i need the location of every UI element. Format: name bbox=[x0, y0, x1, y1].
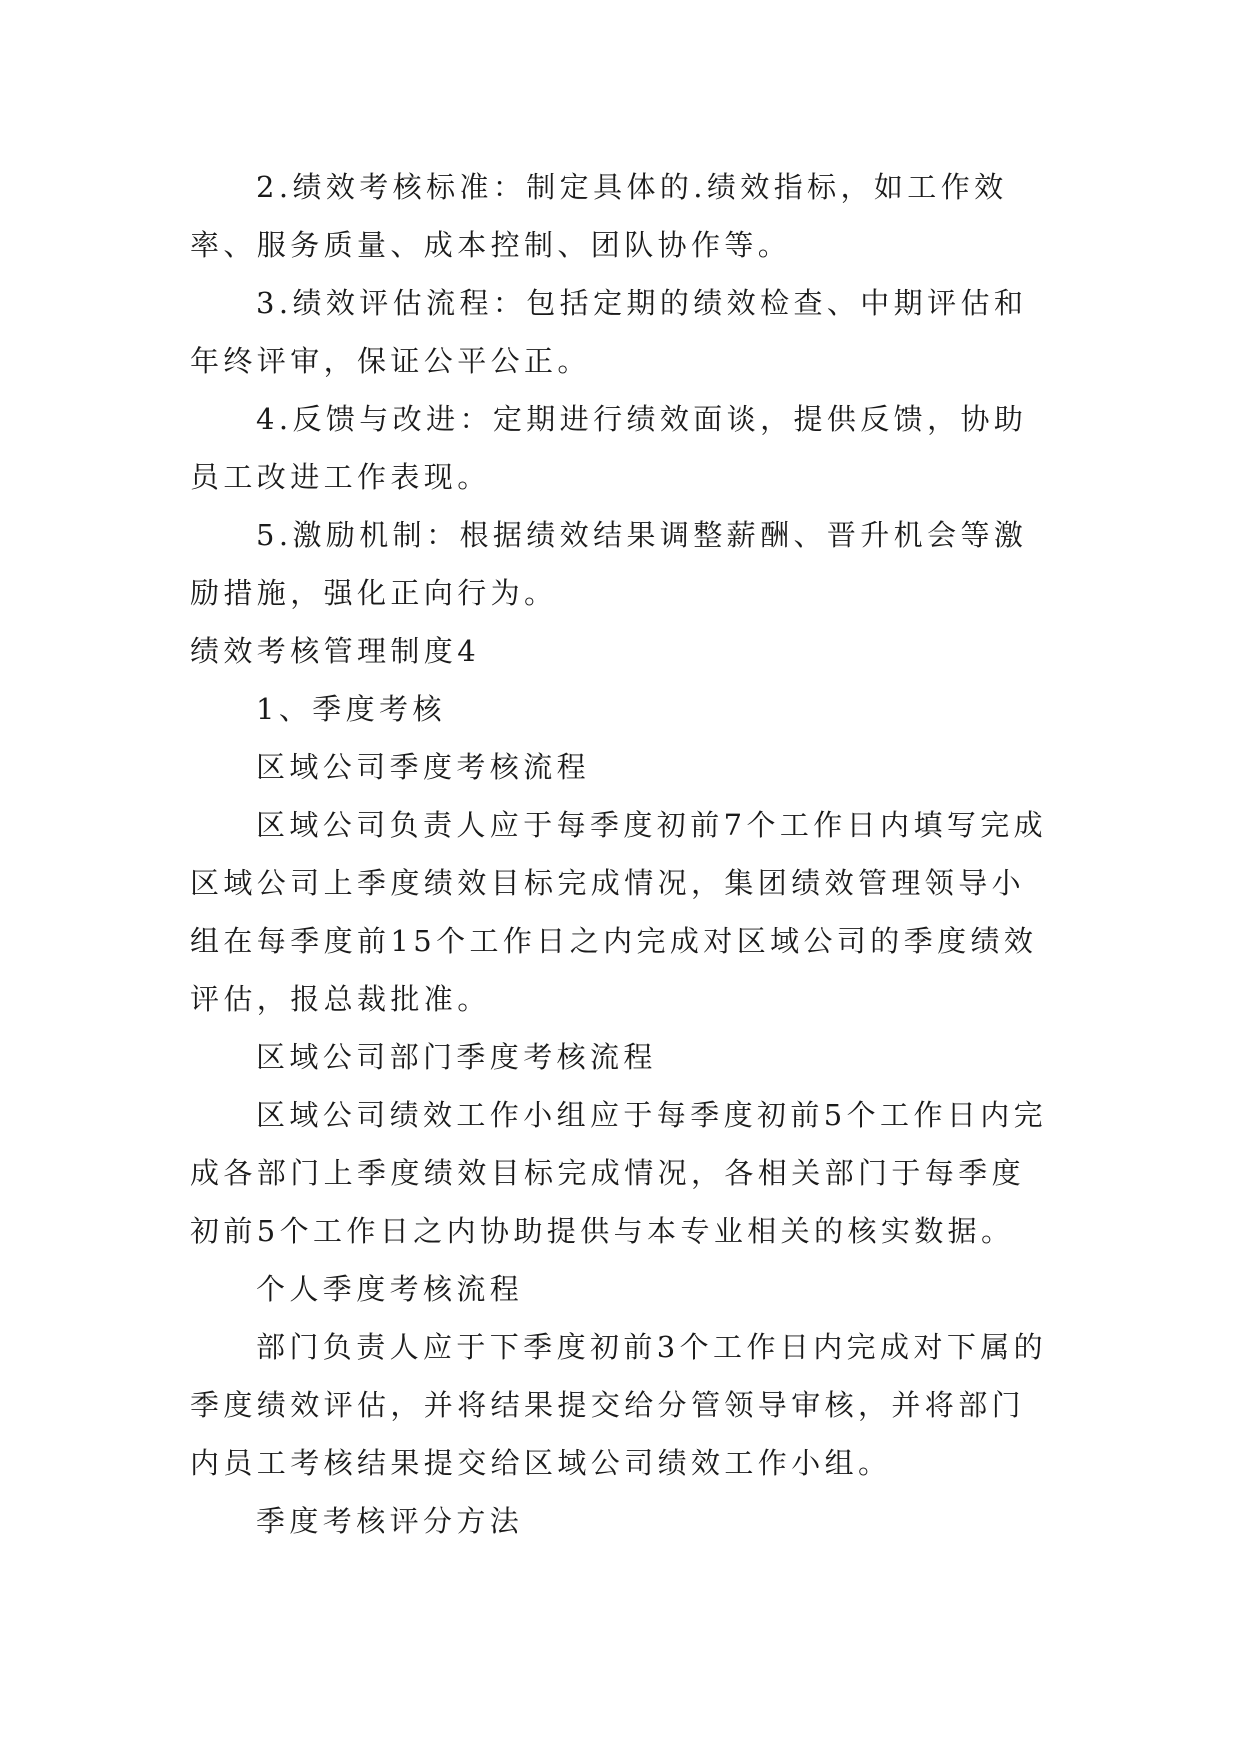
paragraph: 区域公司负责人应于每季度初前7个工作日内填写完成区域公司上季度绩效目标完成情况，集团绩效管理领导小组在每季度前15个工作日之内完成对区域公司的季度绩效评估，报总裁批准。 bbox=[190, 808, 1048, 1016]
subheading: 区域公司部门季度考核流程 bbox=[256, 1040, 657, 1074]
document-body bbox=[190, 158, 1050, 1550]
subheading: 1、季度考核 bbox=[256, 692, 446, 726]
paragraph: 3.绩效评估流程：包括定期的绩效检查、中期评估和年终评审，保证公平公正。 bbox=[190, 286, 1028, 378]
subheading: 个人季度考核流程 bbox=[256, 1272, 524, 1306]
section-heading: 绩效考核管理制度4 bbox=[190, 634, 481, 668]
subheading: 区域公司季度考核流程 bbox=[256, 750, 591, 784]
subheading: 季度考核评分方法 bbox=[256, 1504, 524, 1538]
paragraph: 区域公司绩效工作小组应于每季度初前5个工作日内完成各部门上季度绩效目标完成情况，各相关部门于每季度初前5个工作日之内协助提供与本专业相关的核实数据。 bbox=[190, 1098, 1048, 1248]
paragraph: 5.激励机制：根据绩效结果调整薪酬、晋升机会等激励措施，强化正向行为。 bbox=[190, 518, 1028, 610]
paragraph: 4.反馈与改进：定期进行绩效面谈，提供反馈，协助员工改进工作表现。 bbox=[190, 402, 1028, 494]
paragraph: 2.绩效考核标准：制定具体的.绩效指标，如工作效率、服务质量、成本控制、团队协作等。 bbox=[190, 170, 1008, 262]
paragraph: 部门负责人应于下季度初前3个工作日内完成对下属的季度绩效评估，并将结果提交给分管领导审核，并将部门内员工考核结果提交给区域公司绩效工作小组。 bbox=[190, 1330, 1048, 1480]
